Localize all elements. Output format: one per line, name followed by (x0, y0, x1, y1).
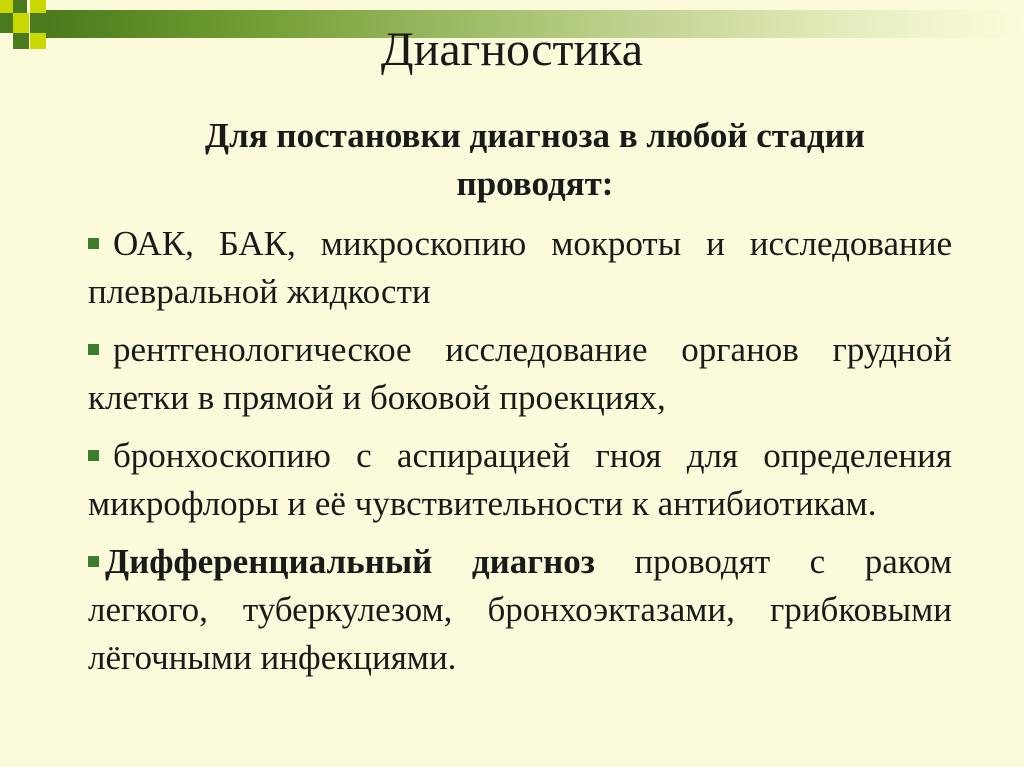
bullet-item (88, 220, 952, 316)
bullet-list (88, 220, 952, 692)
square-bullet-icon (88, 556, 99, 567)
decor-square (13, 0, 27, 13)
slide-subtitle: Для постановки диагноза в любой стадии проводят: (205, 116, 865, 203)
bullet-item (88, 326, 952, 422)
decor-square (30, 0, 46, 13)
bullet-item (88, 538, 952, 682)
bullet-text: рентгенологическое исследование органов грудной клетки в прямой и боковой проекциях, (88, 330, 952, 417)
square-bullet-icon (88, 238, 99, 249)
bullet-text: проводят с раком легкого, туберкулезом, бронхоэктазами, грибковыми лёгочными инфекциями. (88, 542, 952, 677)
square-bullet-icon (88, 450, 99, 461)
decor-square (0, 0, 13, 13)
bullet-text: ОАК, БАК, микроскопию мокроты и исследование плевральной жидкости (88, 224, 952, 311)
slide-title: Диагностика (380, 23, 644, 76)
bullet-bold-text: Дифференциальный диагноз (105, 542, 595, 581)
bullet-item (88, 432, 952, 528)
bullet-text: бронхоскопию с аспирацией гноя для определения микрофлоры и её чувствительности к антибиотикам. (88, 436, 952, 523)
square-bullet-icon (88, 344, 99, 355)
